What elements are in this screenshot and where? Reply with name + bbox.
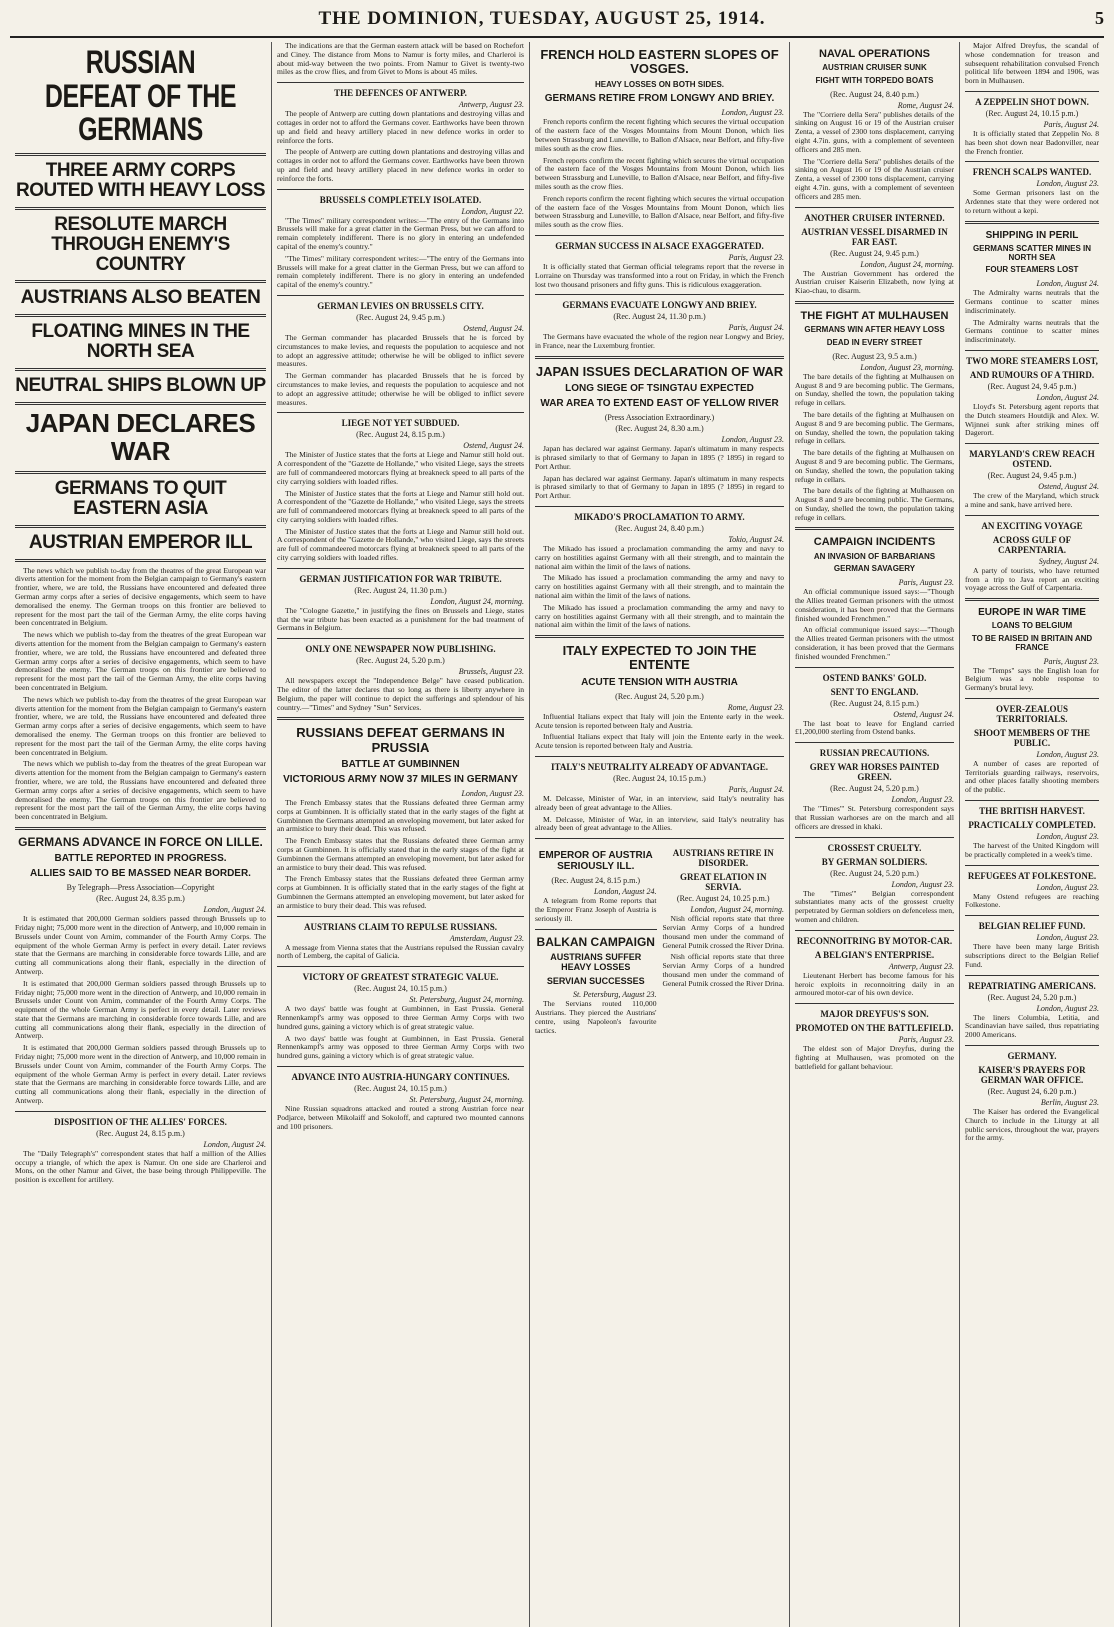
dreyfus-place: Paris, August 23. [898, 1035, 954, 1045]
tribute-body: The "Cologne Gazette," in justifying the fines on Brussels and Liege, states that the war tribute has been exacted as a punishment for the bad treatment of Germans in Belgium. [277, 605, 524, 633]
austrians-claim-body: A message from Vienna states that the Austrians repulsed the Russian cavalry north of Lemberg, the capital of Galicia. [277, 942, 524, 961]
russian-heading: RUSSIAN PRECAUTIONS. [819, 748, 930, 759]
americans-rec: (Rec. August 24, 5.20 p.m.) [987, 992, 1077, 1002]
gumbinnen-body-3: The French Embassy states that the Russians defeated three German army corps at Gumbinnen. It is officially stated that in the early stages of the fight at Gumbinnen the Germans attempted an enveloping movement, but later asked for an armistice to bury their dead. This was refused. [277, 874, 524, 910]
gumbinnen-heading: RUSSIANS DEFEAT GERMANS IN PRUSSIA BATTLE AT GUMBINNEN VICTORIOUS ARMY NOW 37 MILES IN GERMANY [283, 725, 518, 786]
lille-rec: (Rec. August 24, 8.35 p.m.) [96, 894, 185, 904]
lille-body-3: It is estimated that 200,000 German soldiers passed through Brussels up to Friday night; 75,000 more went in the direction of Antwerp, and 10,000 remain in Brussels under Count von Arnim, commander of the Fourth Army Corps. The equipment of the whole German Army is perfect in every detail. Later reviews state that the Germans are marching in considerable force towards Lille, and are cutting all communications along their flank, especially in the direction of Antwerp. [15, 1043, 266, 1106]
intro-paragraph-cont3: The news which we publish to-day from the theatres of the great European war diverts attention for the moment from the Belgian campaign to Germany's eastern frontier, where, we are told, the Russians have encountered and defeated three German army corps after a series of decisive engagements, which seem to have demoralised the enemy. The German troops on this frontier are believed to represent for the most part the tail of the German Army, the elite corps having been concentrated in Belgium. [15, 759, 266, 822]
italy-rec: (Rec. August 24, 5.20 p.m.) [615, 691, 704, 701]
zeppelin-body: It is officially stated that Zeppelin No. 8 has been shot down near Badonviller, near the French frontier. [965, 128, 1099, 156]
longwy-heading: GERMANS EVACUATE LONGWY AND BRIEY. [562, 300, 757, 311]
alsace-place: Paris, August 23. [728, 252, 784, 262]
alsace-body: It is officially stated that German official telegrams report that the reverse in Lorraine on Thursday was transformed into a rout on Friday, in which the French lost two thousand prisoners and fifty guns. This is ridiculous exaggeration. [535, 261, 784, 289]
zeppelin-place: Paris, August 24. [1043, 119, 1099, 129]
voyage-heading: AN EXCITING VOYAGE [981, 520, 1083, 531]
strategic-heading: VICTORY OF GREATEST STRATEGIC VALUE. [302, 972, 499, 983]
antwerp-place: Antwerp, August 23. [458, 100, 524, 110]
alsace-heading: GERMAN SUCCESS IN ALSACE EXAGGERATED. [555, 240, 764, 251]
territorials-body: A number of cases are reported of Territorials guarding railways, reservoirs, and other places fatally shooting members of the public. [965, 758, 1099, 795]
kaiser-place: Berlin, August 23. [1040, 1098, 1099, 1108]
italy-body-2: Influential Italians expect that Italy will join the Entente early in the week. Acute tension is reported between Italy and Austria. [535, 732, 784, 751]
naval-rec: (Rec. August 24, 8.40 p.m.) [830, 89, 919, 99]
italy-body: Influential Italians expect that Italy will join the Entente early in the week. Acute tension is reported between Italy and Austria. [535, 711, 784, 730]
campaign-body-2: An official communique issued says:—"Though the Allies treated German prisoners with the utmost consideration, it has been proved that the Germans finished wounded Frenchmen." [795, 625, 954, 661]
dispo-heading: DISPOSITION OF THE ALLIES' FORCES. [54, 1116, 227, 1127]
motor-heading: RECONNOITRING BY MOTOR-CAR. [796, 935, 953, 946]
cruiser-body: The Austrian Government has ordered the Austrian cruiser Kaiserin Elizabeth, now lying at Kiao-chau, to disarm. [795, 268, 954, 296]
cruelty-body: The "Times'" Belgian correspondent substantiates many acts of the grossest cruelty perpetrated by German soldiers on defenceless men, women and children. [795, 888, 954, 924]
levies-body-2: The German commander has placarded Brussels that he is forced by circumstances to make levies, and requests the population to acquiesce and not to adopt an aggressive attitude; otherwise he will be obliged to inflict severe measures. [277, 371, 524, 407]
longwy-body: The Germans have evacuated the whole of the region near Longwy and Briey, in France, near the Luxemburg frontier. [535, 332, 784, 351]
lille-heading: GERMANS ADVANCE IN FORCE ON LILLE. BATTLE REPORTED IN PROGRESS. ALLIES SAID TO BE MASSED NEAR BORDER. [18, 834, 263, 880]
page-number: 5 [1095, 8, 1104, 28]
emperor-body: A telegram from Rome reports that the Emperor Franz Joseph of Austria is seriously ill. [535, 896, 657, 923]
germany-heading: GERMANY. [1007, 1051, 1057, 1062]
shipping-body: The Admiralty warns neutrals that the Germans continue to scatter mines indiscriminately. [965, 288, 1099, 315]
voyage-body: A party of tourists, who have returned from a trip to Java report an exciting voyage across the Gulf of Carpentaria. [965, 565, 1099, 593]
cruelty-rec: (Rec. August 24, 5.20 p.m.) [830, 868, 919, 878]
headline-floating-mines: FLOATING MINES IN THE NORTH SEA [31, 321, 250, 363]
advance-body: Nine Russian squadrons attacked and routed a strong Austrian force near Podjarce, between Mikolaiff and Sokoloff, and captured two mounted cannons and 100 prisoners. [277, 1103, 524, 1131]
brussels-heading: BRUSSELS COMPLETELY ISOLATED. [319, 194, 482, 205]
column-1 [10, 42, 272, 1627]
liege-heading: LIEGE NOT YET SUBDUED. [341, 418, 460, 429]
scalps-body: Some German prisoners last on the Ardennes state that they were ordered not to return without a kepi. [965, 188, 1099, 215]
newspaper-place: Brussels, August 23. [458, 667, 524, 677]
gumbinnen-body-2: The French Embassy states that the Russians defeated three German army corps at Gumbinnen. It is officially stated that in the early stages of the fight at Gumbinnen the Germans attempted an enveloping movement, but later asked for an armistice to bury their dead. This was refused. [277, 836, 524, 872]
neutrality-body-2: M. Delcasse, Minister of War, in an interview, said Italy's neutrality has already been of great advantage to the Allies. [535, 814, 784, 833]
drina-body-2: Nish official reports state that three Servian Army Corps of a hundred thousand men under the command of General Putnik crossed the River Drina. [662, 952, 784, 988]
loans-body: The "Temps" says the English loan for Belgium was a noble response to Germany's brutal levy. [965, 665, 1099, 693]
ostend-rec: (Rec. August 24, 8.15 p.m.) [830, 698, 919, 708]
shipping-heading: SHIPPING IN PERIL GERMANS SCATTER MINES IN NORTH SEA FOUR STEAMERS LOST [972, 229, 1092, 275]
antwerp-heading: THE DEFENCES OF ANTWERP. [334, 88, 467, 99]
zeppelin-rec: (Rec. August 24, 10.15 p.m.) [985, 108, 1079, 118]
maryland-rec: (Rec. August 24, 9.45 p.m.) [987, 471, 1077, 481]
vosges-body: French reports confirm the recent fighting which secures the virtual occupation of the eastern face of the Vosges Mountains from Mount Donon, which lies between Strassburg and Luneville, to Ballon d'Alsace, near Belfort, and fifty-five miles south as the crow flies. [535, 117, 784, 153]
americans-place: London, August 23. [1036, 1003, 1099, 1013]
campaign-place: Paris, August 23. [898, 578, 954, 588]
mikado-body-3: The Mikado has issued a proclamation commanding the army and navy to carry on hostilities against Germany with all their strength, and to maintain the national aim within the limit of the laws of nations. [535, 602, 784, 630]
harvest-body: The harvest of the United Kingdom will be practically completed in a week's time. [965, 841, 1099, 859]
tribute-heading: GERMAN JUSTIFICATION FOR WAR TRIBUTE. [299, 573, 502, 584]
japan-body-2: Japan has declared war against Germany. Japan's ultimatum in many respects is phrased similarly to that of Germany to Japan in 1895 (? 1895) in regard to Port Arthur. [535, 473, 784, 501]
russian-rec: (Rec. August 24, 5.20 p.m.) [830, 784, 919, 794]
neutrality-body: M. Delcasse, Minister of War, in an interview, said Italy's neutrality has already been of great advantage to the Allies. [535, 793, 784, 812]
relief-heading: BELGIAN RELIEF FUND. [978, 921, 1086, 932]
balkan-heading: BALKAN CAMPAIGN AUSTRIANS SUFFER HEAVY LOSSES SERVIAN SUCCESSES [536, 934, 655, 986]
harvest-place: London, August 23. [1036, 832, 1099, 842]
mulhausen-rec: (Rec. August 23, 9.5 a.m.) [832, 351, 917, 361]
newspaper-heading: ONLY ONE NEWSPAPER NOW PUBLISHING. [305, 644, 496, 655]
lille-credit: By Telegraph—Press Association—Copyright [66, 883, 215, 893]
ostend-body: The last boat to leave for England carried £1,200,000 sterling from Ostend banks. [795, 718, 954, 737]
naval-heading: NAVAL OPERATIONS AUSTRIAN CRUISER SUNK FIGHT WITH TORPEDO BOATS [815, 48, 934, 85]
ostend-subheading: SENT TO ENGLAND. [830, 686, 919, 697]
voyage-place: Sydney, August 24. [1038, 556, 1099, 566]
column-5 [960, 42, 1104, 1627]
mulhausen-body-4: The bare details of the fighting at Mulhausen on August 8 and 9 are becoming public. The Germans, on Sunday, shelled the town, the population taking refuge in cellars. [795, 486, 954, 522]
drina-place: London, August 24, morning. [690, 905, 784, 915]
mulhausen-body: The bare details of the fighting at Mulhausen on August 8 and 9 are becoming public. The Germans, on Sunday, shelled the town, the population taking refuge in cellars. [795, 371, 954, 408]
balkan-place: St. Petersburg, August 23. [572, 990, 657, 1000]
americans-body: The liners Columbia, Letitia, and Scandinavian have sailed, thus repatriating 2000 Americans. [965, 1012, 1099, 1040]
folkestone-body: Many Ostend refugees are reaching Folkestone. [965, 891, 1099, 910]
italy-place: Rome, August 23. [727, 702, 784, 712]
tribute-place: London, August 24, morning. [430, 596, 524, 606]
kaiser-rec: (Rec. August 24, 6.20 p.m.) [987, 1087, 1077, 1097]
japan-rec: (Rec. August 24, 8.30 a.m.) [615, 424, 704, 434]
dreyfus-body: The eldest son of Major Dreyfus, during the fighting at Mulhausen, was promoted on the battlefield for gallant behaviour. [795, 1044, 954, 1071]
emperor-rec: (Rec. August 24, 8.15 p.m.) [551, 876, 641, 886]
advance-heading: ADVANCE INTO AUSTRIA-HUNGARY CONTINUES. [291, 1071, 510, 1082]
maryland-body: The crew of the Maryland, which struck a mine and sank, have arrived here. [965, 491, 1099, 509]
maryland-heading: MARYLAND'S CREW REACH OSTEND. [969, 449, 1095, 470]
shipping-body-2: The Admiralty warns neutrals that the Germans continue to scatter mines indiscriminately. [965, 317, 1099, 345]
russian-place: London, August 23. [891, 795, 954, 805]
newspaper-rec: (Rec. August 24, 5.20 p.m.) [356, 656, 445, 666]
levies-heading: GERMAN LEVIES ON BRUSSELS CITY. [317, 300, 484, 311]
campaign-heading: CAMPAIGN INCIDENTS AN INVASION OF BARBARIANS GERMAN SAVAGERY [813, 536, 936, 574]
brussels-body-2: "The Times" military correspondent writes:—"The entry of the Germans into Brussels will make for a great clatter in the German Press, but we can afford to remain completely indifferent. There is no glory in entering an undefended capital of the enemy's country." [277, 253, 524, 290]
dispo-place: London, August 24. [203, 1139, 266, 1149]
ostend-place: Ostend, August 24. [893, 709, 954, 719]
drina-subheading: GREAT ELATION IN SERVIA. [679, 872, 767, 893]
brussels-body: "The Times" military correspondent writes:—"The entry of the Germans into Brussels will make for a great clatter in the German Press, but we can afford to remain completely indifferent. There is no glory in entering an undefended capital of the enemy's country." [277, 215, 524, 251]
mulhausen-heading: THE FIGHT AT MULHAUSEN GERMANS WIN AFTER HEAVY LOSS DEAD IN EVERY STREET [800, 310, 949, 347]
scalps-heading: FRENCH SCALPS WANTED. [972, 167, 1092, 178]
advance-place: St. Petersburg, August 24, morning. [409, 1094, 524, 1104]
column-4 [790, 42, 960, 1627]
longwy-rec: (Rec. August 24, 11.30 p.m.) [613, 312, 706, 322]
antwerp-body: The people of Antwerp are cutting down plantations and destroying villas and cottages in order not to afford the Germans cover. Earthworks have been thrown up and field and heavy artillery placed in new defence works in order to reinforce the forts. [277, 109, 524, 145]
brussels-place: London, August 22. [461, 206, 524, 216]
mikado-body: The Mikado has issued a proclamation commanding the army and navy to carry on hostilities against Germany with all their strength, and to maintain the national aim within the limit of the laws of nations. [535, 544, 784, 571]
drina-rec: (Rec. August 24, 10.25 p.m.) [676, 894, 770, 904]
emperor-place: London, August 24. [593, 887, 657, 897]
neutrality-rec: (Rec. August 24, 10.15 p.m.) [613, 773, 706, 783]
cruiser-rec: (Rec. August 24, 9.45 p.m.) [830, 248, 919, 258]
motor-subheading: A BELGIAN'S ENTERPRISE. [814, 949, 935, 960]
steamers-place: London, August 24. [1036, 392, 1099, 402]
harvest-subheading: PRACTICALLY COMPLETED. [968, 820, 1096, 831]
mulhausen-body-2: The bare details of the fighting at Mulhausen on August 8 and 9 are becoming public. The Germans, on Sunday, shelled the town, the population taking refuge in cellars. [795, 409, 954, 446]
headline-resolute-march: RESOLUTE MARCH THROUGH ENEMY'S COUNTRY [51, 213, 230, 275]
lille-body: It is estimated that 200,000 German soldiers passed through Brussels up to Friday night; 75,000 more went in the direction of Antwerp, and 10,000 remain in Brussels under Count von Arnim, commander of the Fourth Army Corps. The equipment of the whole German Army is perfect in every detail. Later reviews state that the Germans are marching in considerable force towards Lille, and are cutting all communications along their flank, especially in the direction of Antwerp. [15, 914, 266, 976]
masthead-title: THE DOMINION, TUESDAY, AUGUST 25, 1914. [318, 8, 766, 29]
emperor-heading: EMPEROR OF AUSTRIA SERIOUSLY ILL. [538, 850, 653, 873]
balkan-body: The Servians routed 110,000 Austrians. They pierced the Austrians' centre, using Napoleon's favourite tactics. [535, 999, 657, 1035]
naval-body: The "Corriere della Sera" publishes details of the sinking on August 16 or 19 of the Austrian cruiser Zenta, a vessel of 2300 tons displacement, carrying eight 4.7in. guns, with a complement of seventeen officers and 285 men. [795, 109, 954, 154]
liege-rec: (Rec. August 24, 8.15 p.m.) [356, 430, 445, 440]
steamers-subheading: AND RUMOURS OF A THIRD. [969, 369, 1095, 380]
relief-place: London, August 23. [1036, 933, 1099, 943]
kaiser-subheading: KAISER'S PRAYERS FOR GERMAN WAR OFFICE. [978, 1065, 1086, 1086]
naval-body-2: The "Corriere della Sera" publishes details of the sinking on August 16 or 19 of the Austrian cruiser Zenta, a vessel of 2300 tons displacement, carrying eight 4.7in. guns, with a complement of seventeen officers and 285 men. [795, 156, 954, 201]
longwy-place: Paris, August 24. [728, 323, 784, 333]
antwerp-body-2: The people of Antwerp are cutting down plantations and destroying villas and cottages in order not to afford the Germans cover. Earthworks have been thrown up and field and heavy artillery placed in new defence works in order to reinforce the forts. [277, 147, 524, 183]
motor-body: Lieutenant Herbert has become famous for his heroic exploits in reconnoitring daily in an armoured motor-car of his own device. [795, 970, 954, 998]
headline-emperor-ill: AUSTRIAN EMPEROR ILL [28, 531, 253, 553]
strategic-body: A two days' battle was fought at Gumbinnen, in East Prussia. General Rennenkampf's army was opposed to three German Army Corps with two hundred guns, gaining a victory which is of great strategic value. [277, 1004, 524, 1031]
japan-place: London, August 23. [721, 435, 784, 445]
japan-heading: JAPAN ISSUES DECLARATION OF WAR LONG SIEGE OF TSINGTAU EXPECTED WAR AREA TO EXTEND EAST OF YELLOW RIVER [535, 363, 784, 410]
austrians-claim-heading: AUSTRIANS CLAIM TO REPULSE RUSSIANS. [304, 921, 497, 932]
liege-place: Ostend, August 24. [463, 441, 524, 451]
intro-paragraph-cont: The news which we publish to-day from the theatres of the great European war diverts attention for the moment from the Belgian campaign to Germany's eastern frontier, where, we are told, the Russians have encountered and defeated three German army corps after a series of decisive engagements, which seem to have demoralised the enemy. The German troops on this frontier are believed to represent for the most part the tail of the German Army, the elite corps having been concentrated in Belgium. [15, 630, 266, 692]
ostend-heading: OSTEND BANKS' GOLD. [822, 672, 927, 683]
newspaper-body: All newspapers except the "Independence Belge" have ceased publication. The editor of the latter declares that so long as there is liberty anywhere in Belgium, the paper will continue to depict the sufferings and splendour of his country.—"Times" and Sydney "Sun" Services. [277, 676, 524, 712]
cruiser-heading: ANOTHER CRUISER INTERNED. [804, 212, 945, 223]
intro-paragraph: The news which we publish to-day from the theatres of the great European war diverts attention for the moment from the Belgian campaign to Germany's eastern frontier, where, we are told, the Russians have encountered and defeated three German army corps after a series of decisive engagements, which seem to have demoralised the enemy. The German troops on this frontier are believed to represent for the most part the tail of the German Army, the elite corps having been concentrated in Belgium. [15, 565, 266, 628]
liege-body-3: The Minister of Justice states that the forts at Liege and Namur still hold out. A correspondent of the "Gazette de Hollande," who visited Liege, says the streets are full of commandeered motorcars flying at breakneck speed to all parts of the city carrying soldiers with loaded rifles. [277, 526, 525, 563]
column-3 [530, 42, 790, 1627]
territorials-place: London, August 23. [1036, 749, 1099, 759]
loans-heading: EUROPE IN WAR TIME LOANS TO BELGIUM TO BE RAISED IN BRITAIN AND FRANCE [971, 607, 1093, 652]
neutrality-heading: ITALY'S NEUTRALITY ALREADY OF ADVANTAGE. [551, 761, 768, 772]
mikado-heading: MIKADO'S PROCLAMATION TO ARMY. [574, 512, 745, 523]
japan-credit: (Press Association Extraordinary.) [604, 413, 715, 423]
headline-neutral-ships: NEUTRAL SHIPS BLOWN UP [15, 375, 266, 397]
vosges-body-2: French reports confirm the recent fighting which secures the virtual occupation of the eastern face of the Vosges Mountains from Mount Donon, which lies between Strassburg and Luneville, to Ballon d'Alsace, near Belfort, and fifty-five miles south as the crow flies. [535, 155, 784, 191]
territorials-heading: OVER-ZEALOUS TERRITORIALS. [995, 703, 1068, 724]
steamers-heading: TWO MORE STEAMERS LOST, [966, 355, 1098, 366]
italy-heading: ITALY EXPECTED TO JOIN THE ENTENTE ACUTE TENSION WITH AUSTRIA [562, 643, 757, 688]
mulhausen-body-3: The bare details of the fighting at Mulhausen on August 8 and 9 are becoming public. The Germans, on Sunday, shelled the town, the population taking refuge in cellars. [795, 448, 954, 484]
col5-lead: Major Alfred Dreyfus, the scandal of whose condemnation for treason and subsequent rehabilitation convulsed French political life between 1894 and 1906, was born in Mulhausen. [965, 42, 1099, 86]
kaiser-body: The Kaiser has ordered the Evangelical Church to include in the Liturgy at all public services, throughout the war, prayers for the army. [965, 1107, 1099, 1143]
col2-lead: The indications are that the German eastern attack will be based on Rochefort and Ciney. The distance from Mons to Namur is forty miles, and Charleroi is about mid-way between the two points. From Namur to Givet is twenty-two miles as the crow flies, and from Givet to Mons is about 45 miles. [277, 42, 524, 77]
mikado-place: Tokio, August 24. [728, 535, 784, 545]
dispo-body: The "Daily Telegraph's" correspondent states that half a million of the Allies occupy a triangle, of which the apex is Namur. On one side are Charleroi and Mons, on the other Namur and Givet, the base being through Philippeville. The position is excellent for artillery. [15, 1148, 266, 1185]
scalps-place: London, August 23. [1036, 179, 1099, 189]
masthead [10, 8, 1104, 38]
campaign-body: An official communique issued says:—"Though the Allies treated German prisoners with the utmost consideration, it has been proved that the Germans finished wounded Frenchmen." [795, 587, 954, 623]
territorials-subheading: SHOOT MEMBERS OF THE PUBLIC. [973, 727, 1091, 748]
dreyfus-heading: MAJOR DREYFUS'S SON. [820, 1009, 929, 1020]
japan-body: Japan has declared war against Germany. Japan's ultimatum in many respects is phrased similarly to that of Germany to Japan in 1895 (? 1895) in regard to Port Arthur. [535, 444, 784, 471]
mikado-body-2: The Mikado has issued a proclamation commanding the army and navy to carry on hostilities against Germany with all their strength, and to maintain the national aim within the limit of the laws of nations. [535, 573, 784, 600]
cruiser-place: London, August 24, morning. [860, 259, 954, 269]
harvest-heading: THE BRITISH HARVEST. [979, 806, 1085, 817]
strategic-body-2: A two days' battle was fought at Gumbinnen, in East Prussia. General Rennenkampf's army was opposed to three German Army Corps with two hundred guns, gaining a victory which is of great strategic value. [277, 1033, 524, 1061]
russian-subheading: GREY WAR HORSES PAINTED GREEN. [809, 762, 940, 783]
levies-body: The German commander has placarded Brussels that he is forced by circumstances to make levies, and requests the population to acquiesce and not to adopt an aggressive attitude; otherwise he will be obliged to inflict severe measures. [277, 332, 524, 369]
shipping-place: London, August 24. [1036, 279, 1099, 289]
intro-paragraph-cont2: The news which we publish to-day from the theatres of the great European war diverts attention for the moment from the Belgian campaign to Germany's eastern frontier, where, we are told, the Russians have encountered and defeated three German army corps after a series of decisive engagements, which seem to have demoralised the enemy. The German troops on this frontier are believed to represent for the most part the tail of the German Army, the elite corps having been concentrated in Belgium. [15, 694, 266, 757]
drina-heading: AUSTRIANS RETIRE IN DISORDER. [672, 848, 774, 869]
drina-body: Nish official reports state that three Servian Army Corps of a hundred thousand men under the command of General Putnik crossed the River Drina. [662, 914, 784, 950]
voyage-subheading: ACROSS GULF OF CARPENTARIA. [992, 534, 1072, 555]
neutrality-place: Paris, August 24. [728, 784, 784, 794]
vosges-heading: FRENCH HOLD EASTERN SLOPES OF VOSGES. HEAVY LOSSES ON BOTH SIDES. GERMANS RETIRE FROM LONGWY AND BRIEY. [540, 47, 779, 105]
strategic-rec: (Rec. August 24, 10.15 p.m.) [354, 984, 447, 994]
steamers-body: Lloyd's St. Petersburg agent reports that the Dutch steamers Houtdijk and Alex. W. Wijnnei sunk after striking mines off Dagerort. [965, 401, 1099, 438]
dispo-rec: (Rec. August 24, 8.15 p.m.) [96, 1128, 185, 1138]
relief-body: There have been many large British subscriptions direct to the Belgian Relief Fund. [965, 942, 1099, 969]
gumbinnen-body: The French Embassy states that the Russians defeated three German army corps at Gumbinnen. It is officially stated that in the early stages of the fight at Gumbinnen the Germans attempted an enveloping movement, but later asked for an armistice to bury their dead. This was refused. [277, 798, 524, 834]
headline-main: RUSSIAN DEFEAT OF THE GERMANS [44, 44, 237, 148]
tribute-rec: (Rec. August 24, 11.30 p.m.) [354, 585, 447, 595]
cruelty-place: London, August 23. [891, 879, 954, 889]
headline-army-corps: THREE ARMY CORPS ROUTED WITH HEAVY LOSS [15, 159, 266, 201]
strategic-place: St. Petersburg, August 24, morning. [409, 995, 524, 1005]
vosges-body-3: French reports confirm the recent fighting which secures the virtual occupation of the eastern face of the Vosges Mountains from Mount Donon, which lies between Strassburg and Luneville, to Ballon d'Alsace, near Belfort, and fifty-five miles south as the crow flies. [535, 193, 784, 230]
levies-place: Ostend, August 24. [463, 323, 524, 333]
folkestone-place: London, August 23. [1036, 882, 1099, 892]
lille-body-2: It is estimated that 200,000 German soldiers passed through Brussels up to Friday night; 75,000 more went in the direction of Antwerp, and 10,000 remain in Brussels under Count von Arnim, commander of the Fourth Army Corps. The equipment of the whole German Army is perfect in every detail. Later reviews state that the Germans are marching in considerable force towards Lille, and are cutting all communications along their flank, especially in the direction of Antwerp. [15, 978, 266, 1041]
gumbinnen-place: London, August 23. [461, 789, 524, 799]
vosges-place: London, August 23. [721, 108, 784, 118]
steamers-rec: (Rec. August 24, 9.45 p.m.) [987, 381, 1077, 391]
zeppelin-heading: A ZEPPELIN SHOT DOWN. [975, 96, 1089, 107]
cruelty-subheading: BY GERMAN SOLDIERS. [821, 856, 928, 867]
headline-japan-declares: JAPAN DECLARES WAR [25, 408, 256, 466]
austrians-claim-place: Amsterdam, August 23. [449, 933, 524, 943]
cruelty-heading: CROSSEST CRUELTY. [827, 842, 922, 853]
liege-body-2: The Minister of Justice states that the forts at Liege and Namur still hold out. A correspondent of the "Gazette de Hollande," who visited Liege, says the streets are full of commandeered motorcars flying at breakneck speed to all parts of the city carrying soldiers with loaded rifles. [277, 488, 525, 524]
dreyfus-subheading: PROMOTED ON THE BATTLEFIELD. [795, 1023, 954, 1034]
motor-place: Antwerp, August 23. [888, 961, 954, 971]
levies-rec: (Rec. August 24, 9.45 p.m.) [356, 312, 445, 322]
loans-place: Paris, August 23. [1043, 656, 1099, 666]
advance-rec: (Rec. August 24, 10.15 p.m.) [354, 1083, 447, 1093]
lille-place: London, August 24. [203, 905, 266, 915]
mulhausen-place: London, August 23, morning. [860, 362, 954, 372]
folkestone-heading: REFUGEES AT FOLKESTONE. [967, 870, 1097, 881]
column-2 [272, 42, 530, 1627]
maryland-place: Ostend, August 24. [1038, 482, 1099, 492]
russian-body: The "Times'" St. Petersburg correspondent says that Russian warhorses are on the march and all officers are dressed in khaki. [795, 804, 954, 831]
cruiser-subheading: AUSTRIAN VESSEL DISARMED IN FAR EAST. [801, 226, 948, 247]
liege-body: The Minister of Justice states that the forts at Liege and Namur still hold out. A correspondent of the "Gazette de Hollande," who visited Liege, says the streets are full of commandeered motorcars flying at breakneck speed to all parts of the city carrying soldiers with loaded rifles. [277, 450, 525, 486]
headline-germans-quit-asia: GERMANS TO QUIT EASTERN ASIA [54, 477, 227, 519]
naval-place: Rome, August 24. [897, 100, 954, 110]
mikado-rec: (Rec. August 24, 8.40 p.m.) [615, 524, 704, 534]
americans-heading: REPATRIATING AMERICANS. [968, 980, 1096, 991]
headline-austrians-beaten: AUSTRIANS ALSO BEATEN [20, 287, 261, 309]
